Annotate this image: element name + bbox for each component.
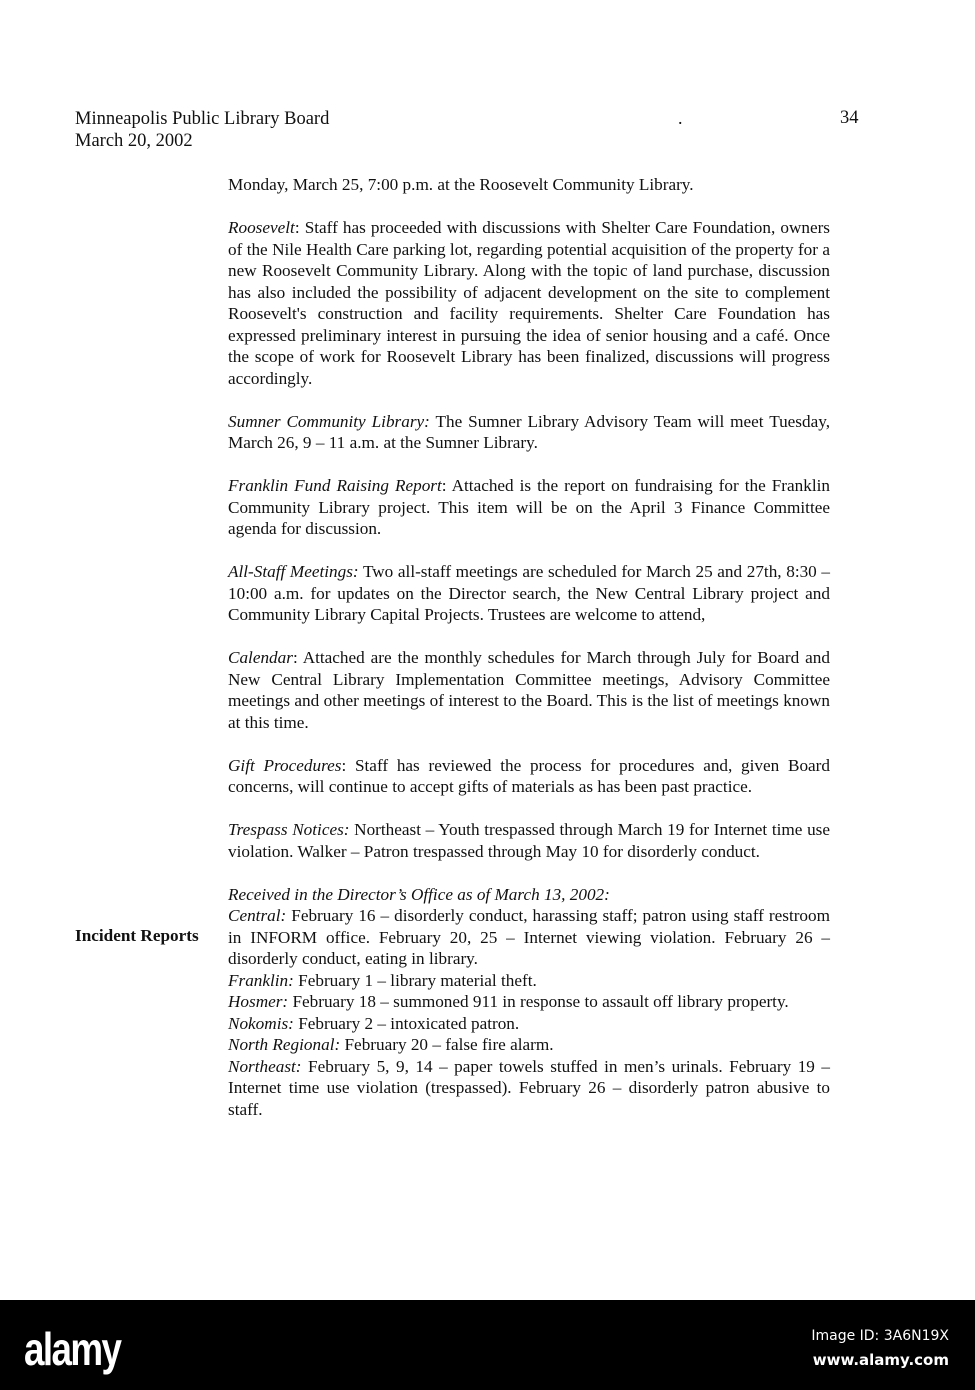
paragraph-sumner: Sumner Community Library: The Sumner Library Advisory Team will meet Tuesday, March 26, 9 – 11 a.m. at the Sumner Library. — [228, 411, 830, 452]
incident-intro: Received in the Director’s Office as of March 13, 2002: — [228, 884, 610, 904]
paragraph-meeting: Monday, March 25, 7:00 p.m. at the Roosevelt Community Library. — [228, 175, 694, 194]
paragraph-gift-procedures: Gift Procedures: Staff has reviewed the process for procedures and, given Board concerns, will continue to accept gifts of materials as has been past practice. — [228, 755, 830, 796]
paragraph-calendar: Calendar: Attached are the monthly schedules for March through July for Board and New Central Library Implementation Committee meetings, Advisory Committee meetings and other meetings of interest to the Board. This is the list of meetings known at this time. — [228, 648, 830, 732]
incident-nokomis: Nokomis: February 2 – intoxicated patron. — [228, 1013, 520, 1033]
alamy-logo: alamy — [24, 1323, 121, 1375]
watermark-url: www.alamy.com — [812, 1351, 949, 1369]
incident-northeast: Northeast: February 5, 9, 14 – paper towels stuffed in men’s urinals. February 19 – Internet time use violation (trespassed). February 26 – disorderly patron abusive to staff. — [228, 1056, 830, 1119]
paragraph-roosevelt: Roosevelt: Staff has proceeded with discussions with Shelter Care Foundation, owners of the Nile Health Care parking lot, regarding potential acquisition of the property for a new Roosevelt Community Library. Along with the topic of land purchase, discussion has also included the possibility of adjacent development on the site to complement Roosevelt's construction and facility requirements. Shelter Care Foundation has expressed preliminary interest in pursuing the idea of senior housing and a café. Once the scope of work for Roosevelt Library has been finalized, discussions will progress accordingly. — [228, 218, 830, 388]
incident-hosmer: Hosmer: February 18 – summoned 911 in response to assault off library property. — [228, 992, 789, 1011]
document-header — [75, 108, 329, 152]
image-id: Image ID: 3A6N19X — [811, 1328, 949, 1344]
meeting-date: March 20, 2002 — [75, 131, 193, 151]
incident-central: Central: February 16 – disorderly conduct, harassing staff; patron using staff restroom in INFORM office. February 20, 25 – Internet viewing violation. February 26 – disorderly conduct, eating in library. — [228, 906, 830, 968]
watermark-info — [811, 1324, 949, 1372]
document-body — [228, 174, 830, 1120]
incident-franklin: Franklin: February 1 – library material theft. — [228, 970, 537, 990]
paragraph-franklin-fundraising: Franklin Fund Raising Report: Attached is the report on fundraising for the Franklin Community Library project. This item will be on the April 3 Finance Committee agenda for discussion. — [228, 476, 830, 538]
stray-mark: . — [678, 108, 683, 128]
page-number: 34 — [840, 108, 859, 128]
incident-north-regional: North Regional: February 20 – false fire alarm. — [228, 1035, 554, 1054]
incident-reports-heading: Incident Reports — [75, 926, 199, 945]
watermark-banner — [0, 1300, 975, 1390]
paragraph-all-staff: All-Staff Meetings: Two all-staff meetings are scheduled for March 25 and 27th, 8:30 – 10:00 a.m. for updates on the Director search, the New Central Library project and Community Library Capital Projects. Trustees are welcome to attend, — [228, 562, 831, 624]
paragraph-trespass: Trespass Notices: Northeast – Youth trespassed through March 19 for Internet time use violation. Walker – Patron trespassed through May 10 for disorderly conduct. — [228, 820, 830, 861]
organization-name: Minneapolis Public Library Board — [75, 109, 330, 129]
